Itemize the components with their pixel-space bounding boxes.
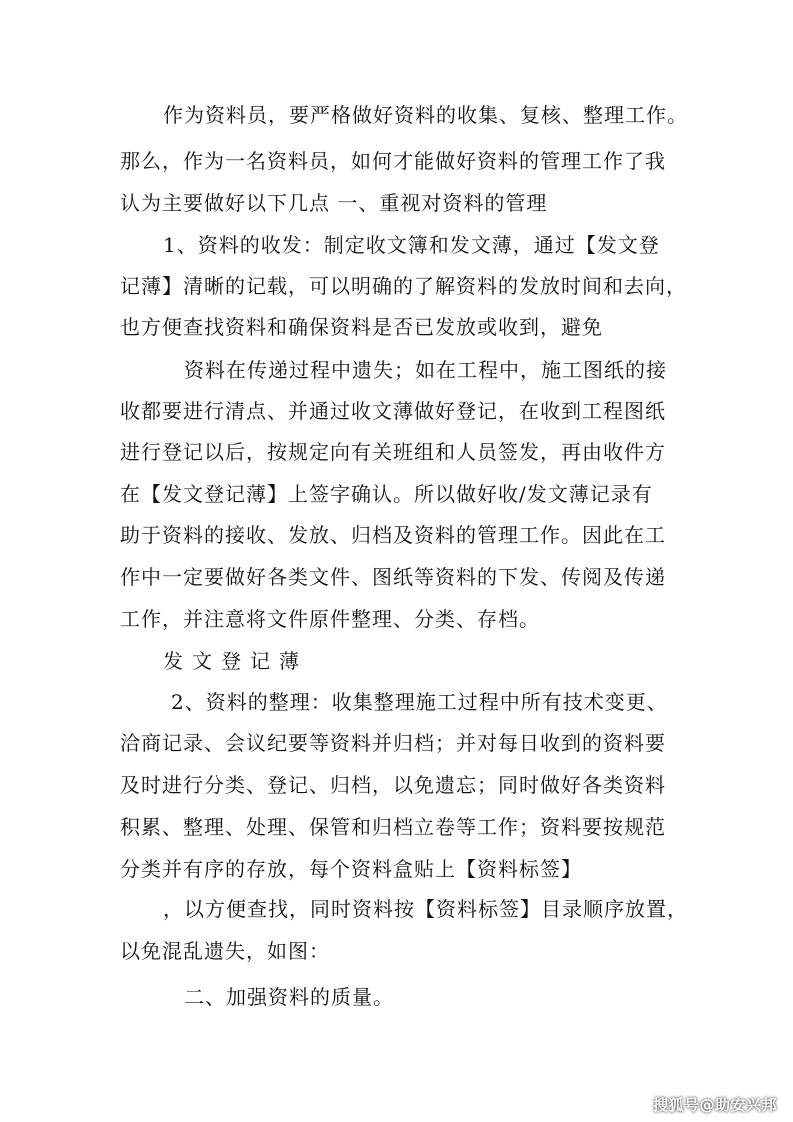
text-line: 作为资料员，要严格做好资料的收集、复核、整理工作。 [163, 103, 688, 127]
text-line: 及时进行分类、登记、归档，以免遗忘；同时做好各类资料 [120, 773, 666, 797]
text-line: 分类并有序的存放，每个资料盒贴上【资料标签】 [120, 857, 582, 881]
text-line: 也方便查找资料和确保资料是否已发放或收到，避免 [120, 315, 603, 339]
text-line: 那么，作为一名资料员，如何才能做好资料的管理工作了我 [120, 149, 666, 173]
text-line: 工作，并注意将文件原件整理、分类、存档。 [120, 607, 540, 631]
source-watermark: 搜狐号@助安兴邦 [652, 1096, 777, 1114]
text-line: 助于资料的接收、发放、归档及资料的管理工作。因此在工 [120, 523, 666, 547]
text-line: 收都要进行清点、并通过收文薄做好登记，在收到工程图纸 [120, 399, 666, 423]
text-line: 洽商记录、会议纪要等资料并归档；并对每日收到的资料要 [120, 731, 666, 755]
text-line: ，以方便查找，同时资料按【资料标签】目录顺序放置， [163, 897, 688, 921]
section-heading: 发文登记薄 [163, 649, 308, 673]
section-heading: 二、加强资料的质量。 [184, 985, 394, 1009]
text-line: 资料在传递过程中遗失；如在工程中，施工图纸的接 [184, 358, 667, 382]
text-line: 认为主要做好以下几点 一、重视对资料的管理 [120, 191, 548, 215]
text-line: 2、资料的整理：收集整理施工过程中所有技术变更、 [171, 690, 668, 714]
text-line: 进行登记以后，按规定向有关班组和人员签发，再由收件方 [120, 440, 666, 464]
text-line: 记薄】清晰的记载，可以明确的了解资料的发放时间和去向， [120, 274, 687, 298]
text-line: 作中一定要做好各类文件、图纸等资料的下发、传阅及传递 [120, 565, 666, 589]
text-line: 积累、整理、处理、保管和归档立卷等工作；资料要按规范 [120, 815, 666, 839]
text-line: 在【发文登记薄】上签字确认。所以做好收/发文薄记录有 [120, 482, 653, 506]
text-line: 以免混乱遗失，如图： [120, 939, 330, 963]
text-line: 1、资料的收发：制定收文簿和发文薄，通过【发文登 [163, 233, 660, 257]
